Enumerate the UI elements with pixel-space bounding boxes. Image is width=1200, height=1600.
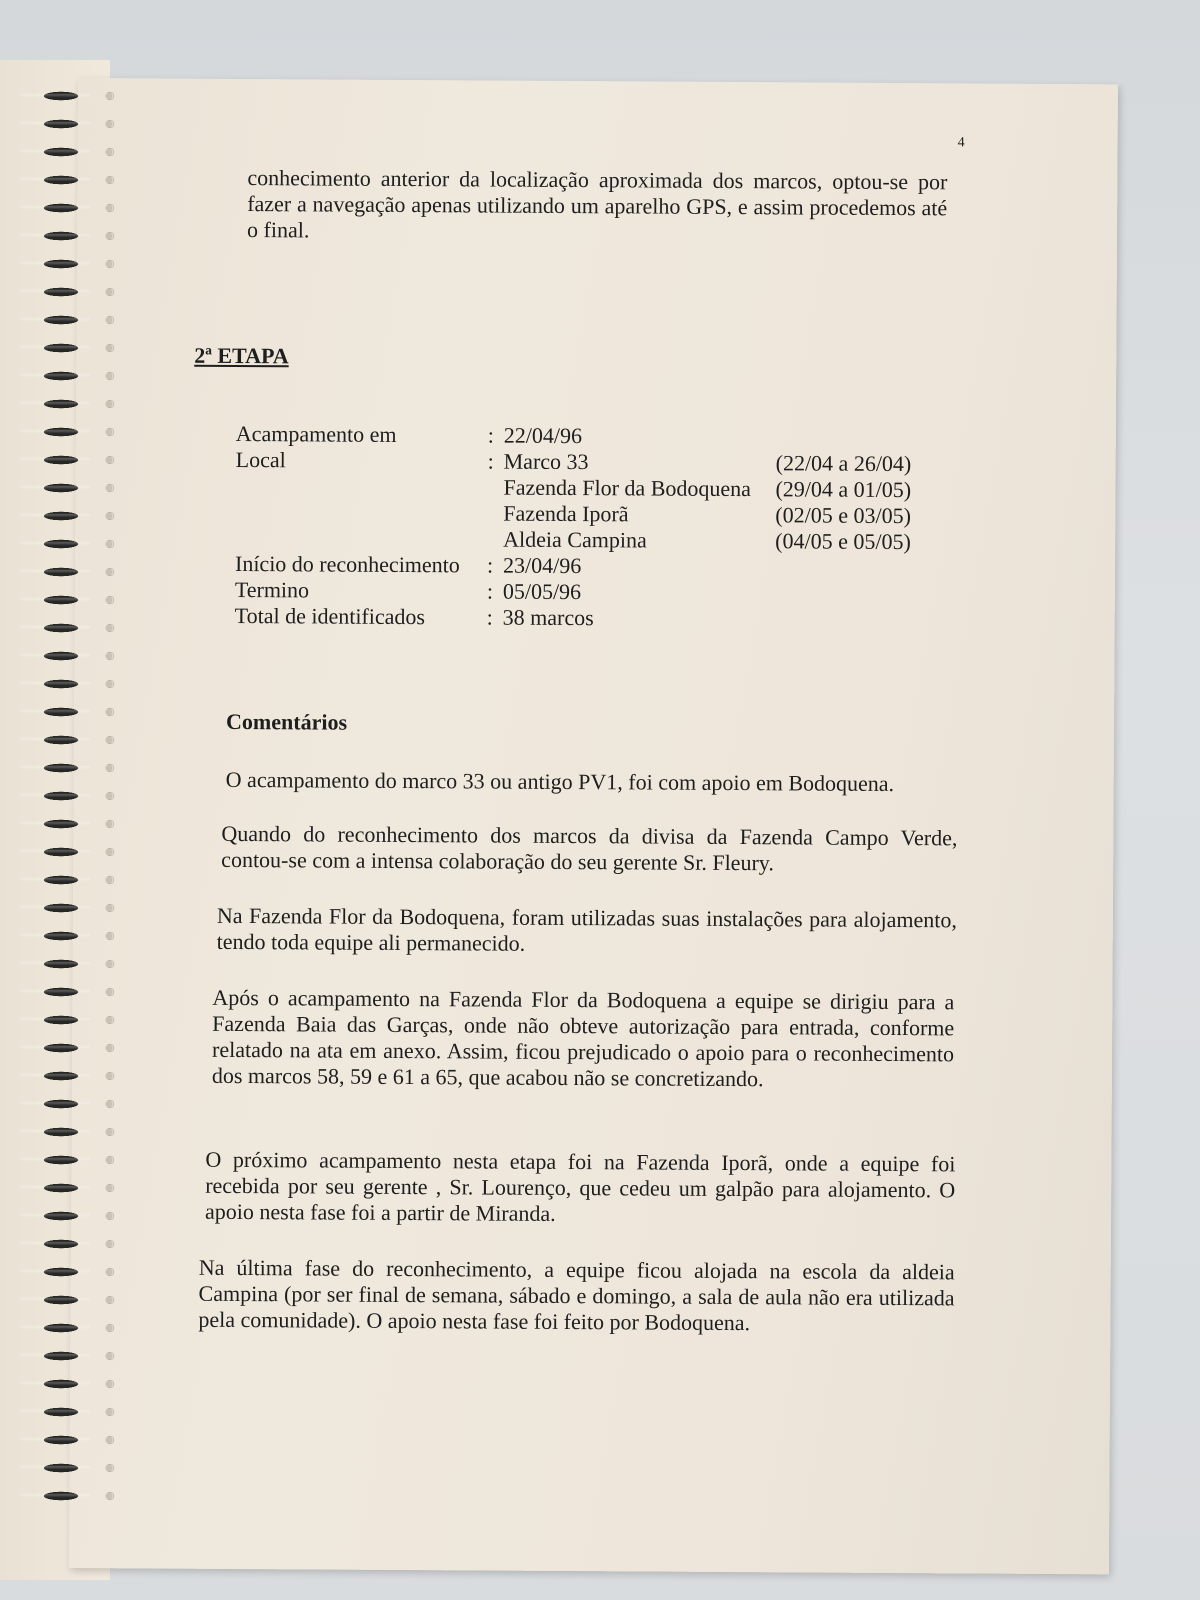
comments-heading: Comentários [225,708,348,735]
info-table [235,421,956,645]
local-name: Fazenda Flor da Bodoquena [503,474,752,502]
info-label: Termino [234,576,310,603]
local-period: (29/04 a 01/05) [775,476,912,503]
document-page [69,78,1118,1574]
section-heading: 2ª ETAPA [194,342,289,369]
info-label: Total de identificados [234,602,426,630]
info-value: 23/04/96 [502,552,582,579]
local-name: Aldeia Campina [503,526,647,553]
local-period: (22/04 a 26/04) [775,450,912,477]
info-value: 22/04/96 [503,422,583,449]
page-number: 4 [957,135,965,151]
info-value: 05/05/96 [502,578,582,605]
info-label: Local [235,446,286,473]
info-colon: : [486,552,494,578]
info-colon: : [487,448,494,474]
page-content [69,78,1118,1574]
info-colon: : [486,604,493,630]
comment-paragraph: O acampamento do marco 33 ou antigo PV1, foi com apoio em Bodoquena. [225,766,895,796]
comment-paragraph: Quando do reconhecimento dos marcos da divisa da Fazenda Campo Verde, contou-se com a intensa colaboração do seu gerente Sr. Fleury. [221,820,958,876]
info-colon: : [487,422,495,448]
binding-highlight [20,82,90,1512]
comment-paragraph: O próximo acampamento nesta etapa foi na Fazenda Iporã, onde a equipe foi recebida por seu gerente , Sr. Lourenço, que cedeu um galpão para alojamento. O apoio nesta fase foi a partir de Miranda. [205,1146,956,1226]
intro-paragraph: conhecimento anterior da localização aproximada dos marcos, optou-se por fazer a navegação apenas utilizando um aparelho GPS, e assim procedemos até o final. [247,165,948,243]
info-label: Acampamento em [235,420,397,447]
comment-paragraph: Na Fazenda Flor da Bodoquena, foram utilizadas suas instalações para alojamento, tendo toda equipe ali permanecido. [216,902,957,956]
local-name: Fazenda Iporã [503,500,629,527]
comment-paragraph: Após o acampamento na Fazenda Flor da Bodoquena a equipe se dirigiu para a Fazenda Baia das Garças, onde não obteve autorização para entrada, conforme relatado na ata em anexo. Assim, ficou prejudicado o apoio para o reconhecimento dos marcos 58, 59 e 61 a 65, que acabou não se concretizando. [211,984,955,1092]
info-label: Início do reconhecimento [234,550,460,578]
local-period: (02/05 e 03/05) [775,502,912,529]
local-period: (04/05 e 05/05) [775,528,911,555]
binding-holes [96,82,122,1512]
comment-paragraph: Na última fase do reconhecimento, a equipe ficou alojada na escola da aldeia Campina (por ser final de semana, sábado e domingo, a sala de aula não era utilizada pela comunidade). O apoio nesta fase foi feito por Bodoquena. [198,1254,955,1336]
info-colon: : [486,578,494,604]
local-name: Marco 33 [503,448,589,475]
info-value: 38 marcos [502,604,594,631]
